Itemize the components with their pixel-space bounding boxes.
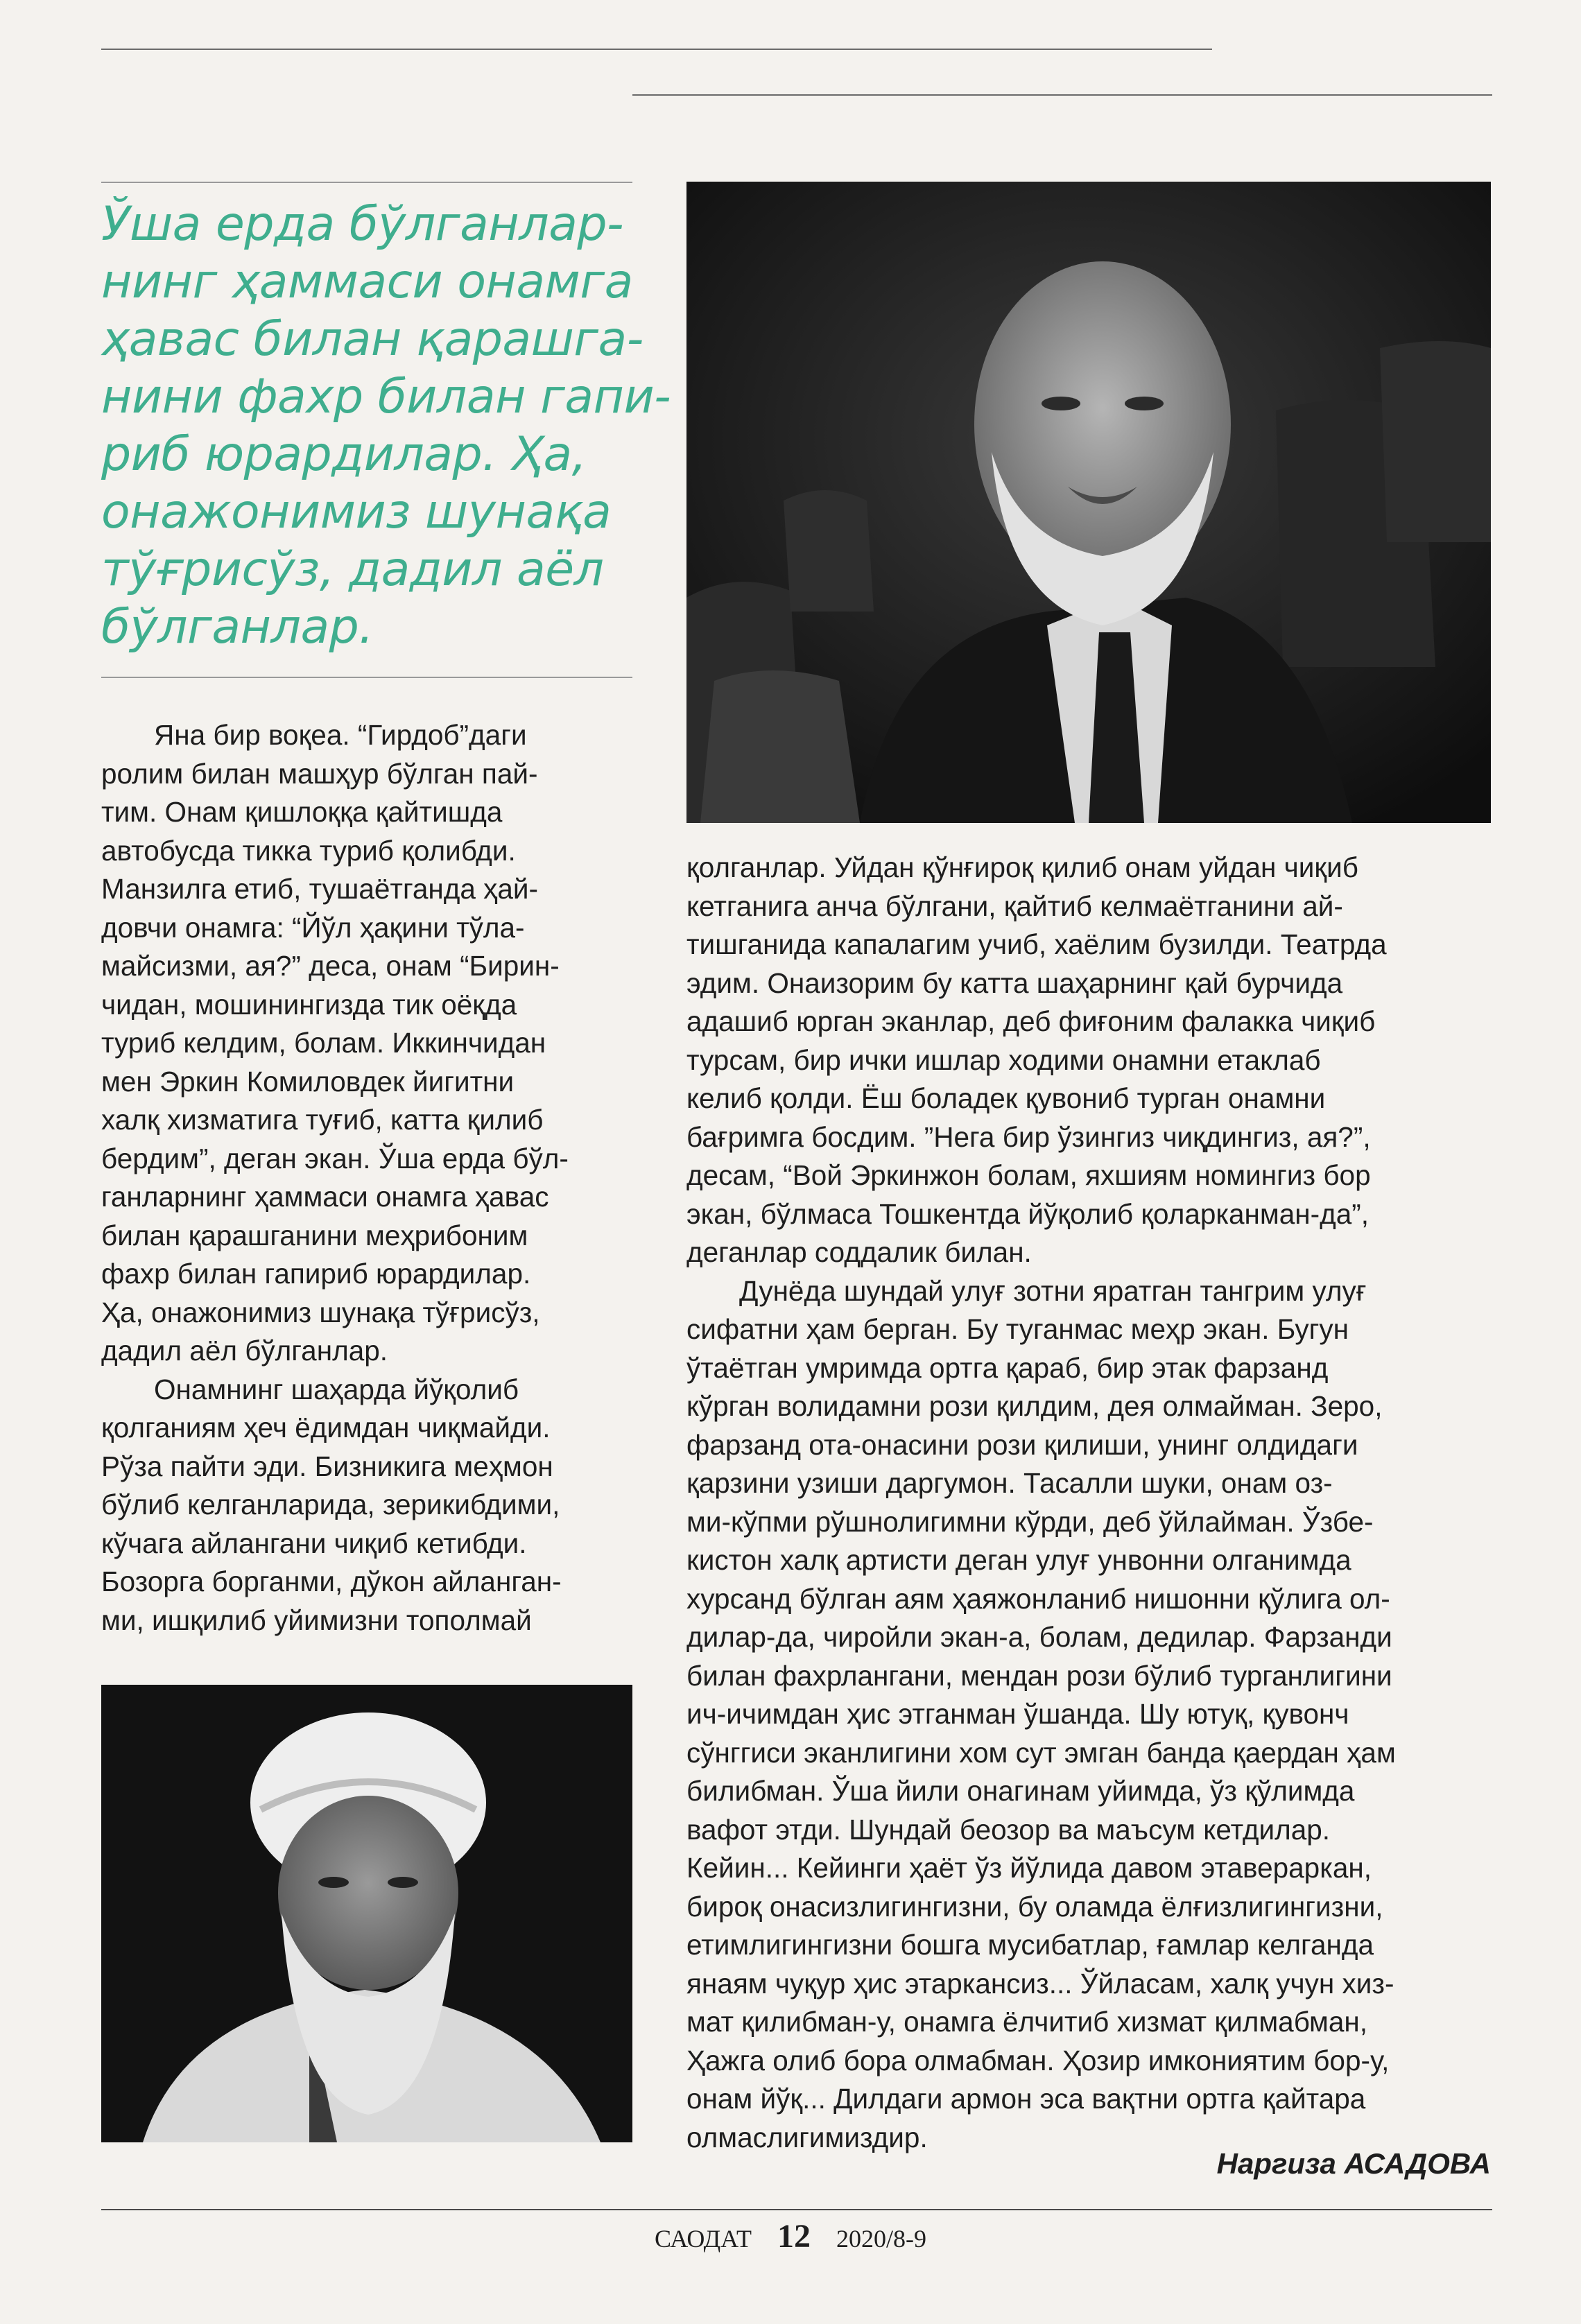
pullquote-line: бўлганлар. — [101, 600, 374, 654]
text-line: бердим”, деган экан. Ўша ерда бўл- — [101, 1142, 569, 1174]
text-line: қолганиям ҳеч ёдимдан чиқмайди. — [101, 1412, 551, 1443]
text-line: кўчага айлангани чиқиб кетибди. — [101, 1527, 527, 1559]
text-line: фарзанд ота-онасини рози қилиши, унинг олдидаги — [686, 1428, 1358, 1461]
text-line: мат қилибман-у, онамга ёлчитиб хизмат қилмабман, — [686, 2006, 1367, 2038]
page-number: 12 — [777, 2218, 811, 2255]
page-footer — [0, 2217, 1581, 2255]
pullquote-rule-top — [101, 182, 632, 183]
text-line: қарзини узиши даргумон. Тасалли шуки, онам оз- — [686, 1467, 1333, 1499]
header-rule-top — [101, 49, 1212, 50]
text-line: етимлигингизни бошга мусибатлар, ғамлар келганда — [686, 1929, 1374, 1961]
issue-number: 2020/8-9 — [836, 2225, 926, 2253]
text-line: кистон халқ артисти деган улуғ унвонни олганимда — [686, 1544, 1351, 1576]
text-line: сифатни ҳам берган. Бу туганмас меҳр экан. Бугун — [686, 1313, 1349, 1345]
author-signature: Наргиза АСАДОВА — [1216, 2147, 1491, 2180]
text-line: Дунёда шундай улуғ зотни яратган тангрим улуғ — [739, 1274, 1367, 1307]
text-line: қолганлар. Уйдан қўнғироқ қилиб онам уйдан чиқиб — [686, 851, 1358, 883]
pullquote-line: тўғрисўз, дадил аёл — [101, 542, 604, 597]
pullquote-line: нинг ҳаммаси онамга — [101, 254, 633, 309]
text-line: тишганида капалагим учиб, хаёлим бузилди. Театрда — [686, 928, 1387, 960]
text-line: халқ хизматига туғиб, катта қилиб — [101, 1104, 544, 1136]
photo-man-in-theater — [686, 182, 1491, 823]
text-line: кўрган волидамни рози қилдим, дея олмайман. Зеро, — [686, 1390, 1383, 1422]
text-line: адашиб юрган эканлар, деб фиғоним фалакка чиқиб — [686, 1005, 1376, 1037]
text-line: экан, бўлмаса Тошкентда йўқолиб қоларканман-да”, — [686, 1197, 1369, 1230]
pullquote-line: ҳавас билан қарашга- — [101, 312, 643, 367]
text-line: билибман. Ўша йили онагинам уйимда, ўз қўлимда — [686, 1775, 1355, 1807]
pullquote-rule-bottom — [101, 677, 632, 678]
text-line: кетганига анча бўлгани, қайтиб келмаётганини ай- — [686, 890, 1343, 922]
text-line: автобусда тикка туриб қолибди. — [101, 834, 516, 867]
text-line: хурсанд бўлган аям ҳаяжонланиб нишонни қўлига ол- — [686, 1582, 1390, 1615]
text-line: вафот этди. Шундай беозор ва маъсум кетдилар. — [686, 1813, 1330, 1846]
text-line: Ҳажга олиб бора олмабман. Ҳозир имкониятим бор-у, — [686, 2044, 1390, 2076]
text-line: майсизми, ая?” деса, онам “Бирин- — [101, 950, 560, 982]
pullquote — [101, 196, 671, 656]
magazine-name: САОДАТ — [654, 2225, 752, 2253]
text-line: ўтаётган умримда ортга қараб, бир этак фарзанд — [686, 1351, 1329, 1384]
text-line: ми, ишқилиб уйимизни тополмай — [101, 1604, 532, 1636]
text-line: Рўза пайти эди. Бизникига меҳмон — [101, 1450, 553, 1482]
text-line: дадил аёл бўлганлар. — [101, 1335, 388, 1367]
text-line: бўлиб келганларида, зерикибдими, — [101, 1489, 560, 1520]
text-line: чидан, мошинингизда тик оёқда — [101, 988, 517, 1021]
text-line: олмаслигимиздир. — [686, 2121, 928, 2153]
footer-rule — [101, 2209, 1492, 2210]
text-line: онам йўқ... Дилдаги армон эса вақтни ортга қайтара — [686, 2083, 1366, 2115]
text-line: Онамнинг шаҳарда йўқолиб — [154, 1373, 519, 1405]
article-right-column — [686, 849, 1491, 2157]
text-line: десам, “Вой Эркинжон болам, яхшиям номингиз бор — [686, 1159, 1371, 1191]
text-line: ганларнинг ҳаммаси онамга ҳавас — [101, 1181, 549, 1213]
pullquote-line: онажонимиз шунақа — [101, 485, 612, 539]
text-line: янаям чуқур ҳис этаркансиз... Ўйласам, халқ учун хиз- — [686, 1967, 1394, 2000]
text-line: билан фахрлангани, мендан рози бўлиб турганлигини — [686, 1659, 1392, 1692]
text-line: ролим билан машҳур бўлган пай- — [101, 757, 538, 790]
photo-man-with-turban — [101, 1685, 632, 2142]
pullquote-line: нини фахр билан гапи- — [101, 370, 671, 424]
text-line: Бозорга борганми, дўкон айланган- — [101, 1566, 562, 1597]
text-line: дилар-да, чиройли экан-а, болам, дедилар. Фарзанди — [686, 1621, 1392, 1653]
text-line: сўнггиси эканлигини хом сут эмган банда қаердан ҳам — [686, 1736, 1396, 1769]
text-line: билан қарашганини меҳрибоним — [101, 1219, 528, 1251]
text-line: бағримга босдим. ”Нега бир ўзингиз чиқдингиз, ая?”, — [686, 1120, 1371, 1153]
text-line: эдим. Онаизорим бу катта шаҳарнинг қай бурчида — [686, 966, 1343, 999]
text-line: мен Эркин Комиловдек йигитни — [101, 1065, 515, 1098]
text-line: тим. Онам қишлоққа қайтишда — [101, 796, 503, 828]
text-line: бироқ онасизлигингизни, бу оламда ёлғизлигингизни, — [686, 1890, 1383, 1923]
text-line: ич-ичимдан ҳис этганман ўшанда. Шу ютуқ, қувонч — [686, 1698, 1349, 1730]
text-line: довчи онамга: “Йўл ҳақини тўла- — [101, 911, 525, 944]
text-line: турсам, бир ички ишлар ходими онамни етаклаб — [686, 1043, 1321, 1076]
text-line: Ҳа, онажонимиз шунақа тўғрисўз, — [101, 1296, 540, 1328]
pullquote-line: Ўша ерда бўлганлар- — [101, 197, 624, 252]
text-line: келиб қолди. Ёш боладек қувониб турган онамни — [686, 1082, 1326, 1114]
text-line: туриб келдим, болам. Иккинчидан — [101, 1027, 546, 1059]
text-line: деганлар соддалик билан. — [686, 1236, 1032, 1268]
header-rule-second — [632, 94, 1492, 96]
text-line: Кейин... Кейинги ҳаёт ўз йўлида давом этавераркан, — [686, 1852, 1372, 1884]
text-line: фахр билан гапириб юрардилар. — [101, 1258, 531, 1290]
article-left-column — [101, 716, 628, 1640]
text-line: Манзилга етиб, тушаётганда ҳай- — [101, 873, 539, 905]
text-line: ми-кўпми рўшнолигимни кўрди, деб ўйлайман. Ўзбе- — [686, 1505, 1374, 1538]
pullquote-line: риб юрардилар. Ҳа, — [101, 427, 587, 482]
text-line: Яна бир воқеа. “Гирдоб”даги — [154, 719, 527, 751]
